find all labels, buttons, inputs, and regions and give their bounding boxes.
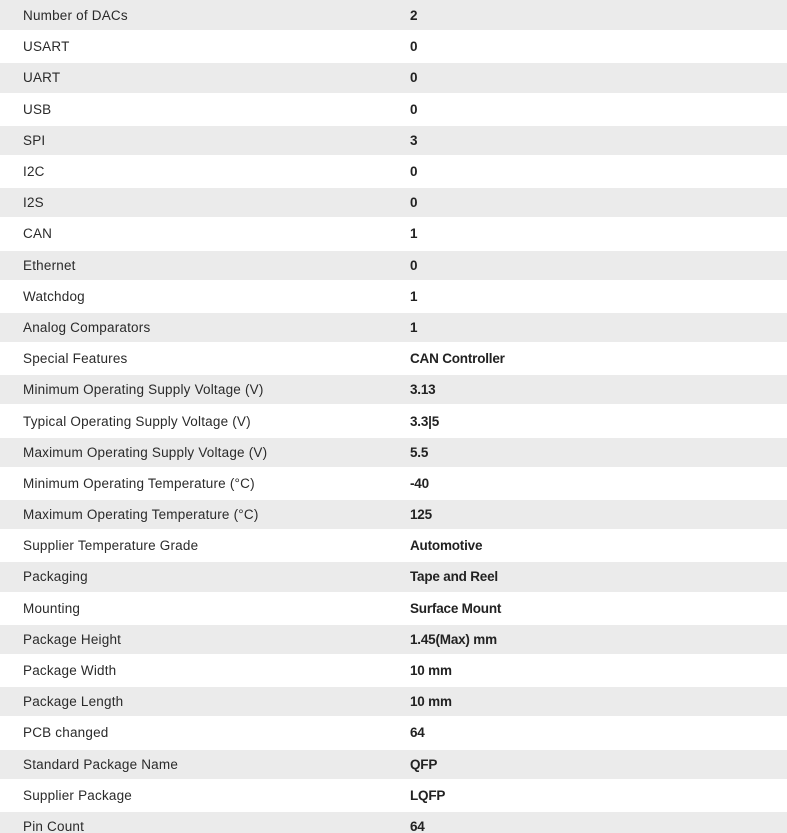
spec-row [0,561,787,592]
spec-label: Supplier Temperature Grade [0,530,410,561]
spec-value: -40 [410,468,787,499]
spec-value: 64 [410,811,787,833]
spec-label: Minimum Operating Temperature (°C) [0,468,410,499]
spec-value: 3.13 [410,374,787,405]
spec-row [0,530,787,561]
spec-value: 0 [410,94,787,125]
spec-value: Automotive [410,530,787,561]
spec-label: Number of DACs [0,0,410,31]
spec-label: CAN [0,218,410,249]
spec-label: USB [0,94,410,125]
spec-row [0,312,787,343]
spec-label: Packaging [0,561,410,592]
spec-label: UART [0,62,410,93]
spec-label: Mounting [0,593,410,624]
spec-label: I2C [0,156,410,187]
spec-row [0,187,787,218]
spec-row [0,499,787,530]
spec-row [0,31,787,62]
spec-value: 0 [410,31,787,62]
spec-label: Watchdog [0,281,410,312]
spec-label: Pin Count [0,811,410,833]
spec-row [0,405,787,436]
spec-row [0,593,787,624]
spec-value: Tape and Reel [410,561,787,592]
spec-value: 0 [410,187,787,218]
spec-row [0,749,787,780]
spec-row [0,343,787,374]
spec-row [0,156,787,187]
spec-value: 1 [410,218,787,249]
spec-row [0,624,787,655]
spec-label: Special Features [0,343,410,374]
spec-row [0,655,787,686]
spec-value: 3.3|5 [410,405,787,436]
spec-row [0,0,787,31]
spec-value: 5.5 [410,437,787,468]
spec-row [0,811,787,833]
spec-value: 10 mm [410,655,787,686]
spec-row [0,281,787,312]
spec-value: 3 [410,125,787,156]
spec-label: USART [0,31,410,62]
spec-label: Standard Package Name [0,749,410,780]
spec-row [0,125,787,156]
spec-value: 64 [410,717,787,748]
spec-row [0,218,787,249]
spec-value: CAN Controller [410,343,787,374]
spec-row [0,374,787,405]
spec-value: 0 [410,62,787,93]
spec-value: Surface Mount [410,593,787,624]
spec-value: 0 [410,156,787,187]
spec-label: Minimum Operating Supply Voltage (V) [0,374,410,405]
spec-label: Package Width [0,655,410,686]
spec-row [0,250,787,281]
spec-label: PCB changed [0,717,410,748]
spec-value: LQFP [410,780,787,811]
spec-row [0,94,787,125]
spec-value: 1 [410,312,787,343]
spec-label: Package Length [0,686,410,717]
spec-row [0,468,787,499]
spec-label: I2S [0,187,410,218]
spec-value: QFP [410,749,787,780]
spec-row [0,780,787,811]
spec-value: 125 [410,499,787,530]
spec-label: Package Height [0,624,410,655]
spec-value: 1.45(Max) mm [410,624,787,655]
spec-row [0,437,787,468]
spec-label: Maximum Operating Temperature (°C) [0,499,410,530]
spec-label: Analog Comparators [0,312,410,343]
spec-label: SPI [0,125,410,156]
spec-label: Ethernet [0,250,410,281]
spec-value: 2 [410,0,787,31]
spec-label: Typical Operating Supply Voltage (V) [0,405,410,436]
spec-value: 0 [410,250,787,281]
spec-value: 10 mm [410,686,787,717]
spec-row [0,717,787,748]
spec-value: 1 [410,281,787,312]
spec-row [0,62,787,93]
spec-row [0,686,787,717]
spec-label: Supplier Package [0,780,410,811]
spec-label: Maximum Operating Supply Voltage (V) [0,437,410,468]
